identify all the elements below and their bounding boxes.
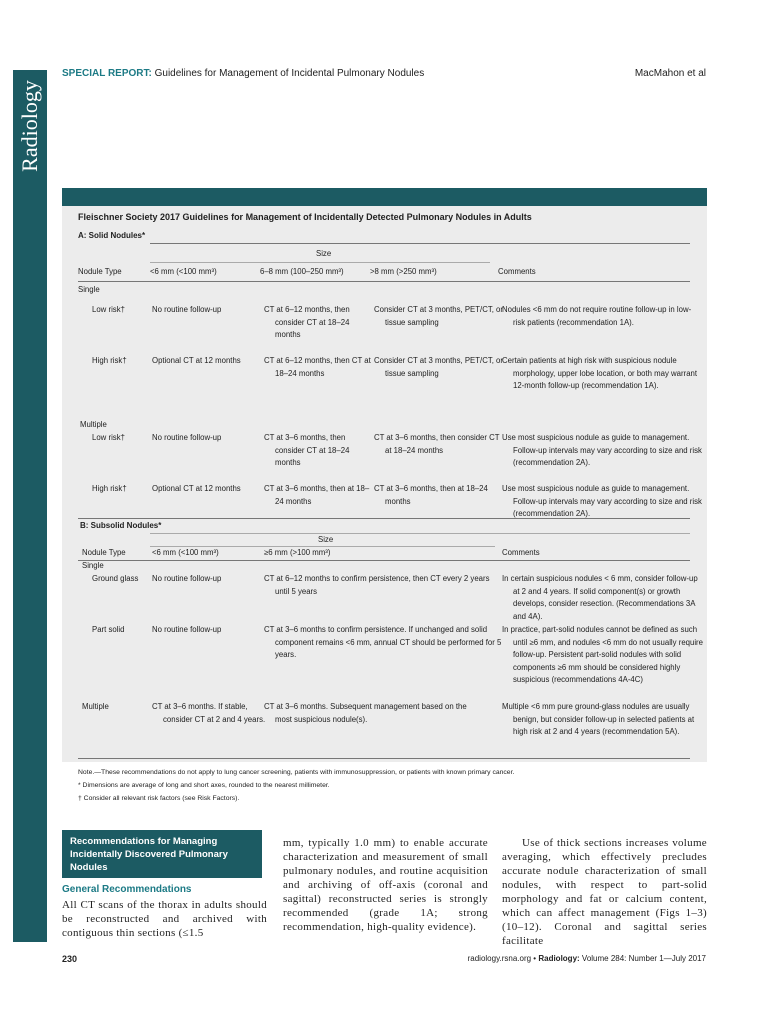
rule xyxy=(78,560,690,561)
row-cell: Optional CT at 12 months xyxy=(152,356,241,365)
col-header-type: Nodule Type xyxy=(82,548,126,557)
row-cell: Consider CT at 3 months, PET/CT, or tissue sampling xyxy=(374,356,503,378)
body-column-1: All CT scans of the thorax in adults should be reconstructed and archived with contiguous thin sections (≤1.5 xyxy=(62,899,267,939)
row-type: Ground glass xyxy=(92,574,139,583)
row-cell: CT at 3–6 months. Subsequent management based on the most suspicious nodule(s). xyxy=(264,702,467,724)
rule xyxy=(150,243,690,244)
row-cell: No routine follow-up xyxy=(152,433,222,442)
row-type: Multiple xyxy=(82,702,109,711)
group-label-multiple: Multiple xyxy=(80,420,107,429)
row-comment: In certain suspicious nodules < 6 mm, consider follow-up at 2 and 4 years. If solid component(s) or growth develops, consider resection. (Recommendations 3A and 4A). xyxy=(502,574,698,621)
row-cell: CT at 3–6 months, then consider CT at 18–24 months xyxy=(264,433,350,467)
row-cell: CT at 3–6 months to confirm persistence. If unchanged and solid component remains <6 mm, annual CT should be performed for 5 years. xyxy=(264,625,502,659)
recommendations-box: Recommendations for Managing Incidentally Discovered Pulmonary Nodules xyxy=(62,830,262,878)
table-title: Fleischner Society 2017 Guidelines for Management of Incidentally Detected Pulmonary Nodules in Adults xyxy=(78,212,532,222)
col-header-type: Nodule Type xyxy=(78,267,122,276)
row-comment: Nodules <6 mm do not require routine follow-up in low-risk patients (recommendation 1A). xyxy=(502,305,692,327)
row-comment: In practice, part-solid nodules cannot be defined as such until ≥6 mm, and nodules <6 mm do not usually require follow-up. Persistent part-solid nodules with solid components ≥6 mm should be considered highly suspicious (recommendations 4A-4C) xyxy=(502,625,703,684)
size-label: Size xyxy=(318,535,334,544)
group-label-single: Single xyxy=(82,561,104,570)
special-report-label: SPECIAL REPORT: xyxy=(62,68,152,79)
row-type: High risk† xyxy=(92,484,127,493)
row-comment: Use most suspicious nodule as guide to management. Follow-up intervals may vary according to size and risk (recommendation 2A). xyxy=(502,433,702,467)
footer-citation: radiology.rsna.org • Radiology: Volume 284: Number 1—July 2017 xyxy=(467,954,706,963)
row-cell: Consider CT at 3 months, PET/CT, or tissue sampling xyxy=(374,305,503,327)
row-type: Low risk† xyxy=(92,433,125,442)
row-type: High risk† xyxy=(92,356,127,365)
col-header-comments: Comments xyxy=(502,548,540,557)
header-title: Guidelines for Management of Incidental Pulmonary Nodules xyxy=(154,68,425,79)
row-cell: No routine follow-up xyxy=(152,625,222,634)
row-cell: CT at 3–6 months, then consider CT at 18–24 months xyxy=(374,433,500,455)
col-header-large: ≥6 mm (>100 mm³) xyxy=(264,548,331,557)
rule xyxy=(78,281,690,282)
section-heading: General Recommendations xyxy=(62,884,192,895)
section-b-title: B: Subsolid Nodules* xyxy=(80,521,162,530)
table-top-bar xyxy=(62,188,707,206)
body-column-3: Use of thick sections increases volume averaging, which effectively precludes accurate nodule characterization of small nodules, with respect to part-solid morphology and fat or calcium content, which can affect management (Figs 1–3) (10–12). Coronal and sagittal series facilitate xyxy=(502,837,707,947)
journal-sidebar-bar xyxy=(13,70,47,942)
row-cell: Optional CT at 12 months xyxy=(152,484,241,493)
rule xyxy=(78,518,690,519)
col-header-comments: Comments xyxy=(498,267,536,276)
row-cell: CT at 6–12 months, then consider CT at 18–24 months xyxy=(264,305,350,339)
row-cell: CT at 6–12 months, then CT at 18–24 months xyxy=(264,356,371,378)
running-header xyxy=(62,68,706,84)
row-cell: CT at 6–12 months to confirm persistence, then CT every 2 years until 5 years xyxy=(264,574,490,596)
row-comment: Use most suspicious nodule as guide to management. Follow-up intervals may vary according to size and risk (recommendation 2A). xyxy=(502,484,702,518)
size-label: Size xyxy=(316,249,332,258)
col-header-mid: 6–8 mm (100–250 mm³) xyxy=(260,267,344,276)
body-column-2: mm, typically 1.0 mm) to enable accurate characterization and measurement of small pulmonary nodules, and routine acquisition and archiving of off-axis (coronal and sagittal) reconstructed series is strongly recommended (grade 1A; strong recommendation, high-quality evidence). xyxy=(283,837,488,933)
row-cell: CT at 3–6 months, then at 18–24 months xyxy=(264,484,370,506)
row-cell: CT at 3–6 months, then at 18–24 months xyxy=(374,484,488,506)
rule xyxy=(78,758,690,759)
table-note: Note.—These recommendations do not apply to lung cancer screening, patients with immunosuppression, or patients with known primary cancer. xyxy=(78,769,515,776)
table-footnote: † Consider all relevant risk factors (see Risk Factors). xyxy=(78,795,240,802)
header-authors: MacMahon et al xyxy=(634,68,706,79)
row-type: Part solid xyxy=(92,625,125,634)
row-comment: Certain patients at high risk with suspicious nodule morphology, upper lobe location, or both may warrant 12-month follow-up (recommendation 1A). xyxy=(502,356,698,390)
col-header-small: <6 mm (<100 mm³) xyxy=(150,267,217,276)
section-a-title: A: Solid Nodules* xyxy=(78,231,146,240)
rule xyxy=(150,262,490,263)
page-number: 230 xyxy=(62,954,78,964)
row-comment: Multiple <6 mm pure ground-glass nodules are usually benign, but consider follow-up in selected patients at high risk at 2 and 4 years (recommendation 5A). xyxy=(502,702,695,736)
col-header-large: >8 mm (>250 mm³) xyxy=(370,267,437,276)
table-footnote: * Dimensions are average of long and short axes, rounded to the nearest millimeter. xyxy=(78,782,330,789)
row-cell: No routine follow-up xyxy=(152,305,222,314)
journal-logo: Radiology xyxy=(17,80,42,172)
row-type: Low risk† xyxy=(92,305,125,314)
col-header-small: <6 mm (<100 mm³) xyxy=(152,548,219,557)
rule xyxy=(150,533,690,534)
row-cell: CT at 3–6 months. If stable, consider CT at 2 and 4 years. xyxy=(152,702,266,724)
group-label-single: Single xyxy=(78,285,100,294)
row-cell: No routine follow-up xyxy=(152,574,222,583)
